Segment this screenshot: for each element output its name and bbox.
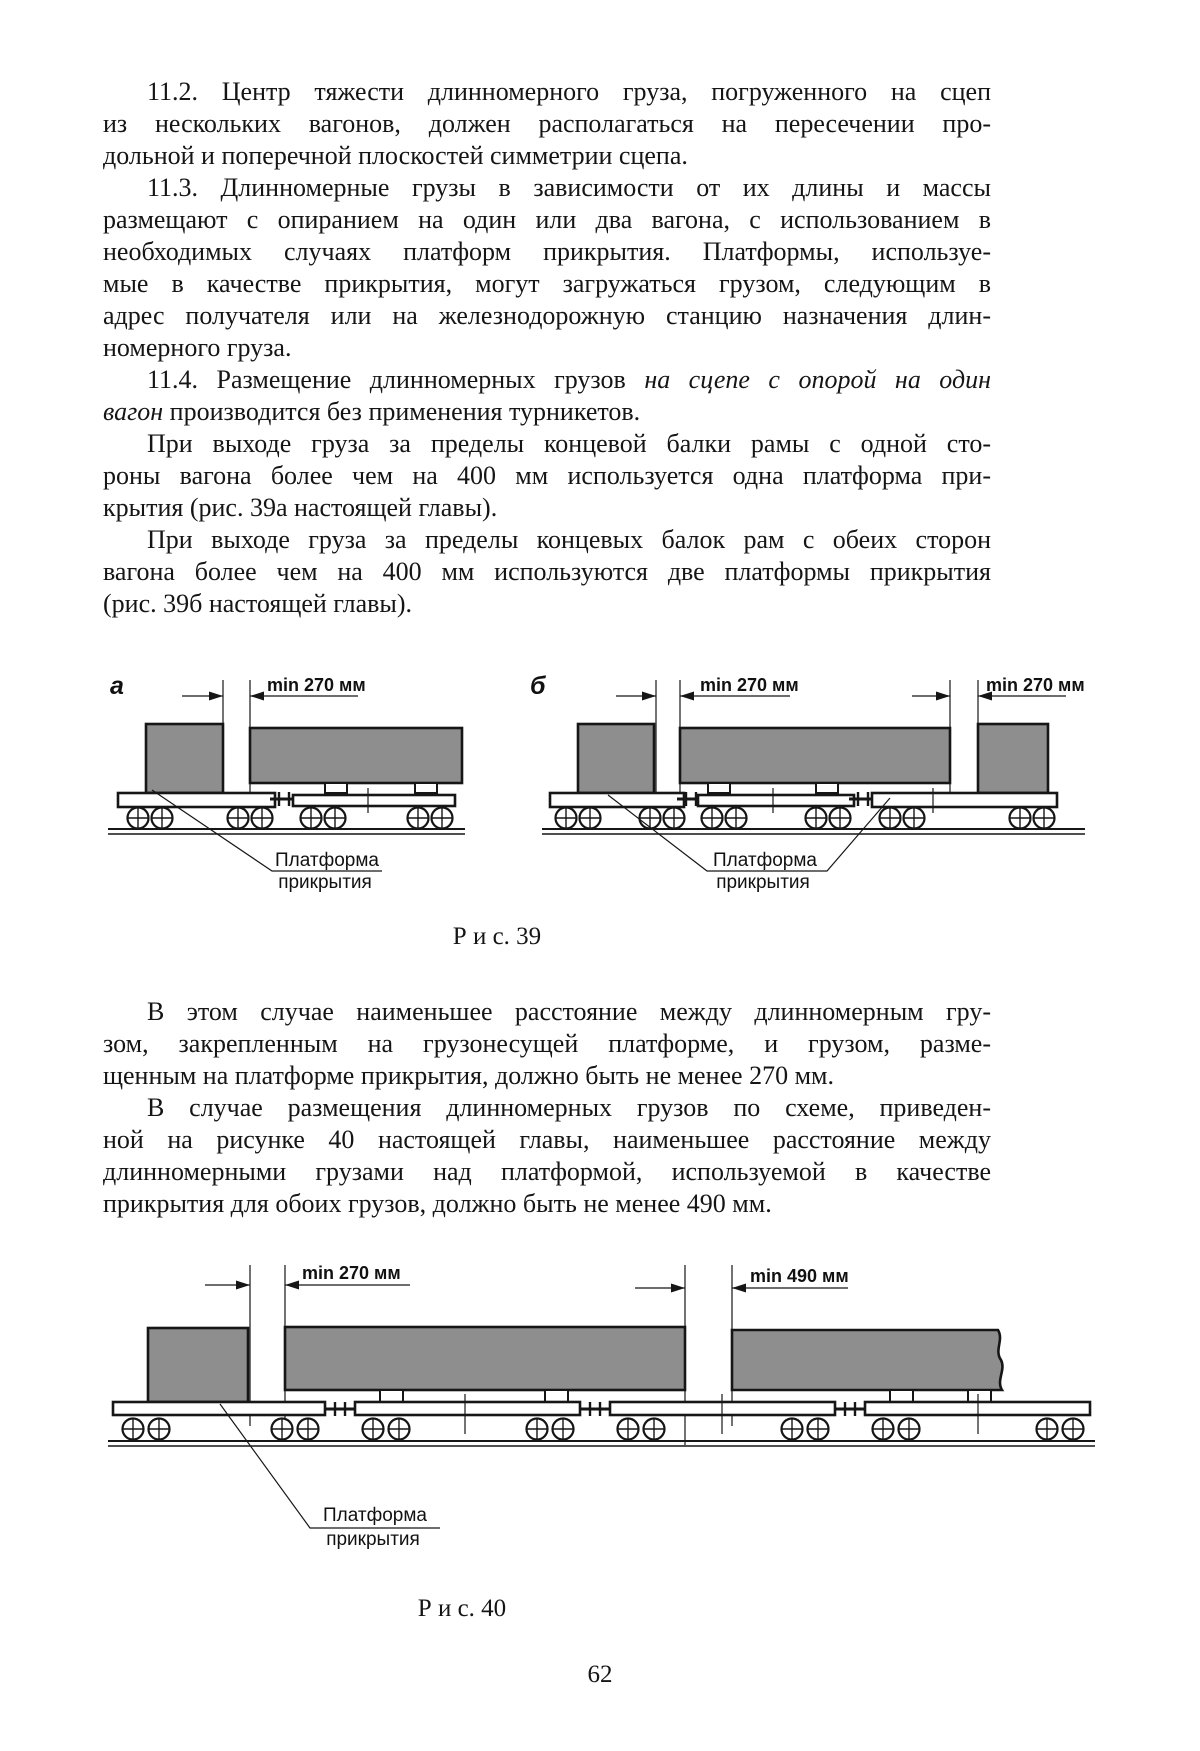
dimension-text: min 490 мм (750, 1266, 849, 1286)
text-line: номерного груза. (103, 333, 292, 362)
dimension-text: min 270 мм (986, 675, 1085, 695)
text-line (103, 396, 991, 428)
figure-39b-wagon-cover-left (550, 793, 685, 829)
text-line: В случае размещения длинномерных грузов по схеме, приведен- (147, 1093, 991, 1122)
paragraph-11-2 (103, 76, 991, 172)
text-column (103, 0, 1085, 1624)
figure-39a-cargo-long (250, 728, 462, 793)
text-line: прикрытия для обоих грузов, должно быть не менее 490 мм. (103, 1189, 772, 1218)
platform-label-word1: Платформа (323, 1505, 427, 1526)
dimension-text: min 270 мм (700, 675, 799, 695)
platform-label-word2: прикрытия (326, 1529, 420, 1550)
text-line: вагона более чем на 400 мм используются две платформы прикрытия (103, 557, 991, 586)
paragraph-11-4 (103, 364, 991, 428)
paragraph-both-sides (103, 524, 991, 620)
text-run: производится без применения турникетов. (169, 397, 641, 426)
figure-39b-cargo-short-right (978, 724, 1048, 793)
paragraph-min-490 (103, 1092, 991, 1220)
text-line: размещают с опиранием на один или два вагона, с использованием в (103, 205, 991, 234)
text-line: При выходе груза за пределы концевых балок рам с обеих сторон (147, 525, 991, 554)
text-line: крытия (рис. 39а настоящей главы). (103, 493, 498, 522)
paragraph-one-side (103, 428, 991, 524)
figure-39-caption: Р и с. 39 (452, 923, 542, 950)
platform-label-word2: прикрытия (278, 872, 372, 893)
text-line: зом, закрепленным на грузонесущей платформе, и грузом, разме- (103, 1029, 991, 1058)
figure-40-wagon-4-carrier (865, 1394, 1090, 1440)
platform-label-word1: Платформа (713, 850, 817, 871)
coupling (836, 1402, 864, 1416)
figure-40-cargo-long-left (285, 1327, 685, 1402)
paragraph-min-270 (103, 996, 991, 1092)
figure-39b (530, 672, 1085, 893)
dimension-text: min 270 мм (267, 675, 366, 695)
text-run-italic: на сцепе с опорой на один (644, 365, 992, 394)
text-line: из нескольких вагонов, должен располагаться на пересечении про- (103, 109, 991, 138)
figure-40-diagram (100, 1240, 1100, 1570)
coupling (326, 1402, 354, 1416)
coupling (581, 1402, 609, 1416)
text-line: 11.2. Центр тяжести длинномерного груза, погруженного на сцеп (147, 77, 991, 106)
text-line: В этом случае наименьшее расстояние между длинномерным гру- (147, 997, 991, 1026)
figure-39b-wagon-cover-right (872, 788, 1057, 829)
figure-39a-wagon-carrier (293, 788, 455, 829)
figure-39a-label: а (110, 672, 124, 700)
platform-label-word2: прикрытия (716, 872, 810, 893)
text-line: При выходе груза за пределы концевой балки рамы с одной сто- (147, 429, 991, 458)
page-number: 62 (587, 1661, 613, 1688)
figure-40-wagon-3-shared-cover (610, 1394, 835, 1440)
text-run: 11.4. Размещение длинномерных грузов (147, 365, 645, 394)
text-line: 11.3. Длинномерные грузы в зависимости от их длины и массы (147, 173, 991, 202)
text-line: дольной и поперечной плоскостей симметрии сцепа. (103, 141, 688, 170)
text-line: ной на рисунке 40 настоящей главы, наименьшее расстояние между (103, 1125, 991, 1154)
figure-39b-label: б (530, 672, 546, 700)
text-line: необходимых случаях платформ прикрытия. Платформы, используе- (103, 237, 991, 266)
text-line (103, 364, 991, 396)
text-line: длинномерными грузами над платформой, используемой в качестве (103, 1157, 991, 1186)
figure-40-wagon-1-cover (113, 1402, 325, 1440)
figure-40-wagon-2-carrier (355, 1394, 580, 1440)
figure-39a (108, 672, 465, 893)
text-line: (рис. 39б настоящей главы). (103, 589, 413, 618)
figure-39a-wagon-cover (118, 793, 275, 829)
figure-39b-cargo-long (680, 728, 950, 793)
dimension-text: min 270 мм (302, 1263, 401, 1283)
figure-39-diagram (100, 658, 1090, 908)
figure-40-caption: Р и с. 40 (417, 1595, 507, 1622)
text-run-italic: вагон (103, 397, 170, 426)
figure-39a-cargo-short (146, 724, 223, 793)
text-line: адрес получателя или на железнодорожную станцию назначения длин- (103, 301, 991, 330)
text-line: роны вагона более чем на 400 мм используется одна платформа при- (103, 461, 991, 490)
figure-40-cargo-long-right (732, 1330, 1002, 1402)
text-line: щенным на платформе прикрытия, должно быть не менее 270 мм. (103, 1061, 834, 1090)
figure-40-cargo-short (148, 1328, 248, 1402)
text-line: мые в качестве прикрытия, могут загружаться грузом, следующим в (103, 269, 991, 298)
platform-label-word1: Платформа (275, 850, 379, 871)
figure-39b-cargo-short-left (578, 724, 654, 793)
paragraph-11-3 (103, 172, 991, 364)
figure-39b-wagon-carrier (698, 788, 854, 829)
